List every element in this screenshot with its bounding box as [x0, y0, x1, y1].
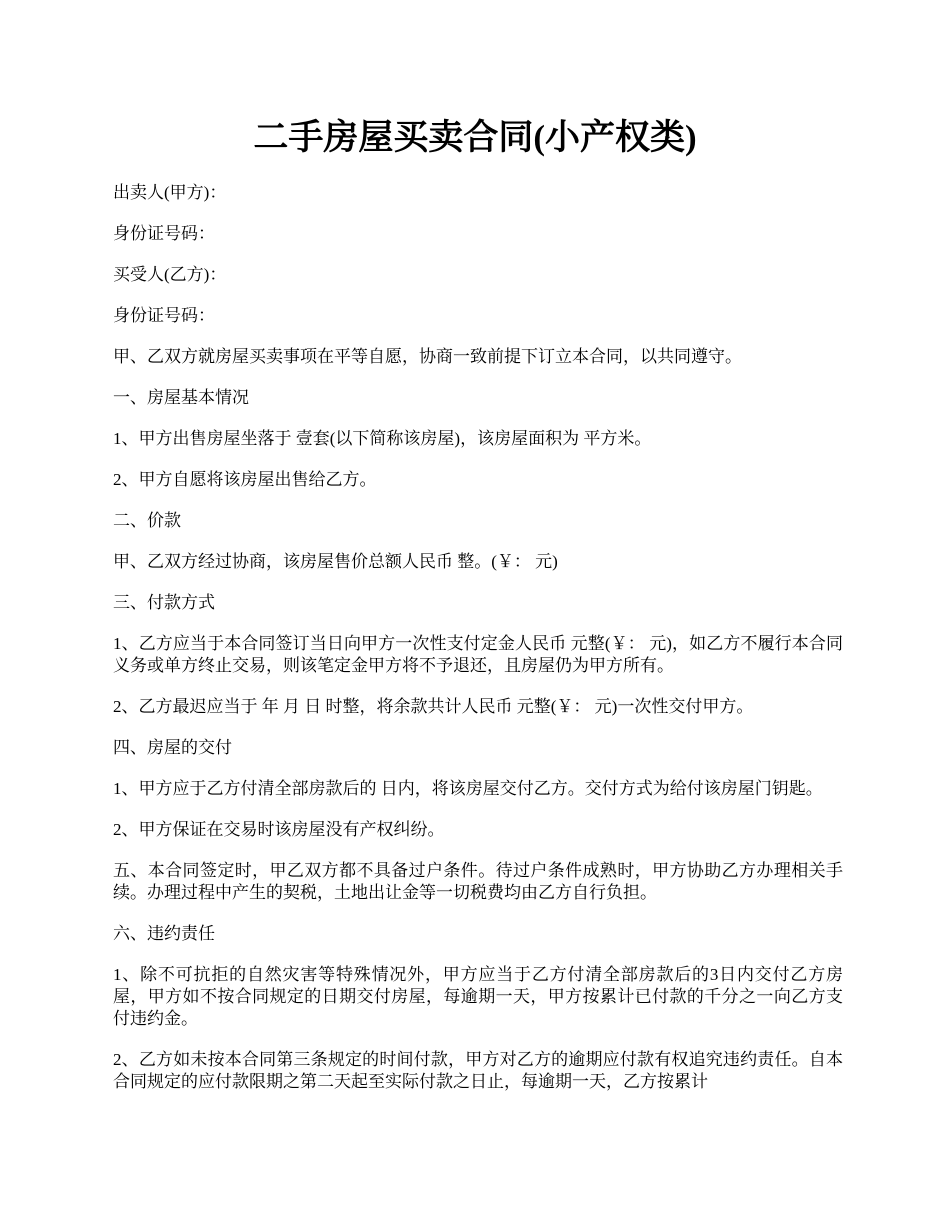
- clause-property-sale: 2、甲方自愿将该房屋出售给乙方。: [113, 470, 377, 489]
- clause-no-dispute: 2、甲方保证在交易时该房屋没有产权纠纷。: [113, 820, 445, 839]
- clause-seller-breach: 1、除不可抗拒的自然灾害等特殊情况外，甲方应当于乙方付清全部房款后的3日内交付乙方房屋，甲方如不按合同规定的日期交付房屋，每逾期一天，甲方按累计已付款的千分之一向乙方支付违约金。: [113, 965, 843, 1028]
- clause-property-location: 1、甲方出售房屋坐落于 壹套(以下简称该房屋)，该房屋面积为 平方米。: [113, 429, 652, 448]
- section-heading-price: 二、价款: [113, 511, 181, 530]
- contract-body: [113, 182, 843, 1112]
- seller-id-label: 身份证号码：: [113, 224, 215, 243]
- section-heading-payment: 三、付款方式: [113, 593, 215, 612]
- clause-deposit: 1、乙方应当于本合同签订当日向甲方一次性支付定金人民币 元整(￥： 元)，如乙方不履行本合同义务或单方终止交易，则该笔定金甲方将不予退还，且房屋仍为甲方所有。: [113, 634, 843, 675]
- section-transfer: 五、本合同签定时，甲乙双方都不具备过户条件。待过户条件成熟时，甲方协助乙方办理相关手续。办理过程中产生的契税，土地出让金等一切税费均由乙方自行负担。: [113, 861, 843, 902]
- document-title: 二手房屋买卖合同(小产权类): [253, 118, 697, 157]
- section-heading-breach: 六、违约责任: [113, 924, 215, 943]
- clause-buyer-breach: 2、乙方如未按本合同第三条规定的时间付款，甲方对乙方的逾期应付款有权追究违约责任。自本合同规定的应付款限期之第二天起至实际付款之日止，每逾期一天，乙方按累计: [113, 1050, 843, 1091]
- section-heading-property: 一、房屋基本情况: [113, 388, 249, 407]
- clause-delivery-time: 1、甲方应于乙方付清全部房款后的 日内，将该房屋交付乙方。交付方式为给付该房屋门钥匙。: [113, 779, 823, 798]
- buyer-label: 买受人(乙方)：: [113, 265, 227, 284]
- buyer-id-label: 身份证号码：: [113, 306, 215, 325]
- seller-label: 出卖人(甲方)：: [113, 183, 227, 202]
- preamble-paragraph: 甲、乙双方就房屋买卖事项在平等自愿，协商一致前提下订立本合同，以共同遵守。: [113, 347, 742, 366]
- clause-price: 甲、乙双方经过协商，该房屋售价总额人民币 整。(￥： 元): [113, 552, 558, 571]
- clause-balance: 2、乙方最迟应当于 年 月 日 时整，将余款共计人民币 元整(￥： 元)一次性交付甲方。: [113, 697, 754, 716]
- section-heading-delivery: 四、房屋的交付: [113, 738, 232, 757]
